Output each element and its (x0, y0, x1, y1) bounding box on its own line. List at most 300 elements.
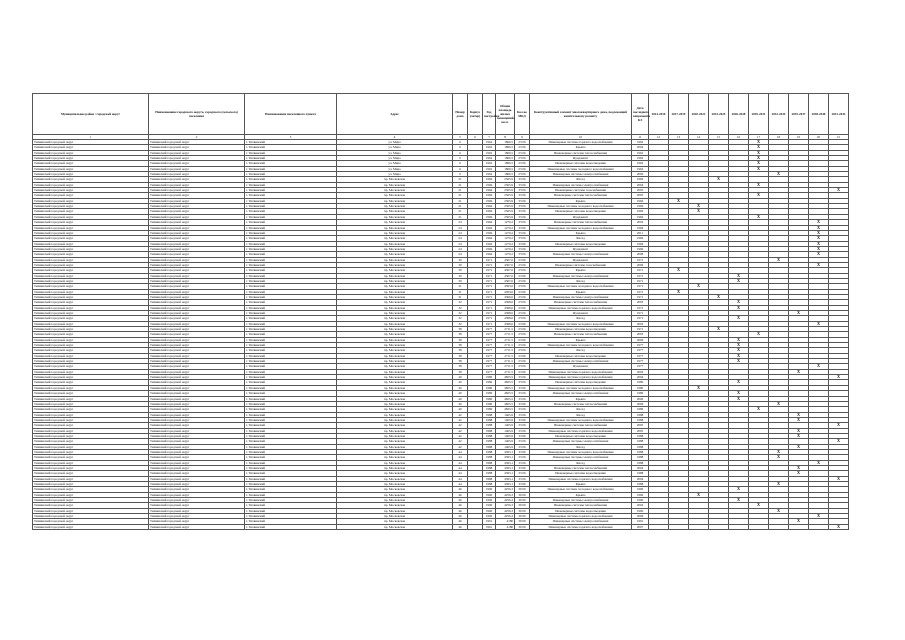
table-cell: г. Тихвинский (245, 359, 337, 364)
table-cell: 1990 (632, 487, 649, 492)
table-cell: 1962 (483, 145, 496, 150)
period-cell: Х (809, 220, 829, 225)
table-cell: Тихвинский городской округ (33, 172, 149, 177)
table-cell: 2004 (632, 182, 649, 187)
table-cell: 33 06 (515, 193, 530, 198)
table-cell: 33 06 (515, 471, 530, 476)
table-cell: пр. Московская (337, 225, 453, 230)
table-cell: 2711,5 (496, 348, 515, 353)
table-cell: 1990 (632, 498, 649, 503)
table-cell: пр. Московская (337, 294, 453, 299)
table-cell: г. Тихвинский (245, 311, 337, 316)
table-cell: 2003 (632, 321, 649, 326)
table-cell: Тихвинский городской округ (33, 273, 149, 278)
table-cell: 1990 (483, 514, 496, 519)
table-cell: 33 06 (515, 220, 530, 225)
table-cell: 30 (453, 273, 468, 278)
table-cell: 23 06 (515, 337, 530, 342)
table-cell: пр. Московская (337, 278, 453, 283)
table-cell: 1988 (632, 433, 649, 438)
column-header: Кол-во МКД (515, 94, 530, 135)
table-cell: ул. Мира (337, 161, 453, 166)
period-cell: Х (689, 492, 709, 497)
table-cell: 2007 (632, 524, 649, 529)
table-cell: 4398,6 (496, 321, 515, 326)
table-cell: 1962 (483, 140, 496, 145)
table-cell: Тихвинский городской округ (33, 289, 149, 294)
table-cell: 4367,6 (496, 257, 515, 262)
table-cell: 46 (453, 514, 468, 519)
table-cell: 1966 (483, 193, 496, 198)
period-cell: Х (669, 289, 689, 294)
table-cell: 2565,9 (496, 209, 515, 214)
table-cell: Тихвинский городской округ (149, 364, 245, 369)
column-header: Наименование населенного пункта (245, 94, 337, 135)
table-cell: Инженерные системы электроснабжения (530, 182, 632, 187)
table-cell: 23 06 (515, 257, 530, 262)
table-cell: пр. Московская (337, 284, 453, 289)
table-cell: 1977 (483, 369, 496, 374)
table-cell: 39 06 (515, 519, 530, 524)
table-cell: 1966 (483, 204, 496, 209)
table-cell: 1990 (632, 508, 649, 513)
table-cell: 4366,6 (496, 294, 515, 299)
table-cell: 24 (453, 225, 468, 230)
table-cell: пр. Московская (337, 455, 453, 460)
table-cell: 1971 (483, 289, 496, 294)
table-cell: Тихвинский городской округ (33, 455, 149, 460)
column-number: 2 (149, 135, 245, 140)
table-cell: пр. Московская (337, 257, 453, 262)
table-cell: 4393,1 (496, 465, 515, 470)
table-cell: 46 (453, 524, 468, 529)
table-cell: г. Тихвинский (245, 204, 337, 209)
table-cell: 32 (453, 300, 468, 305)
table-cell: г. Тихвинский (245, 460, 337, 465)
table-cell: Тихвинский городской округ (33, 380, 149, 385)
table-cell: пр. Московская (337, 188, 453, 193)
table-cell: 4393,1 (496, 449, 515, 454)
table-cell: пр. Московская (337, 300, 453, 305)
table-cell: г. Тихвинский (245, 177, 337, 182)
table-cell: 2009 (632, 337, 649, 342)
table-cell: 2004 (632, 375, 649, 380)
table-cell: пр. Московская (337, 364, 453, 369)
table-cell: 1971 (632, 294, 649, 299)
table-cell: 2003 (632, 332, 649, 337)
table-cell: пр. Московская (337, 230, 453, 235)
table-cell: Тихвинский городской округ (33, 198, 149, 203)
column-header: Корпус (литер) (468, 94, 483, 135)
table-cell: Тихвинский городской округ (149, 476, 245, 481)
table-cell: Крыша (530, 289, 632, 294)
table-cell: Тихвинский городской округ (33, 444, 149, 449)
table-cell: Тихвинский городской округ (149, 204, 245, 209)
table-cell: Инженерные системы электроснабжения (530, 172, 632, 177)
table-cell: пр. Московская (337, 246, 453, 251)
table-cell: Тихвинский городской округ (149, 220, 245, 225)
table-cell: 1988 (632, 455, 649, 460)
table-cell: 1966 (632, 214, 649, 219)
table-cell: Инженерные системы электроснабжения (530, 391, 632, 396)
table-cell: пр. Московская (337, 327, 453, 332)
table-cell: 1966 (483, 252, 496, 257)
table-cell: Инженерные системы холодного водоснабжения (530, 449, 632, 454)
table-cell: Инженерные системы электроснабжения (530, 273, 632, 278)
table-cell: 1270,2 (496, 241, 515, 246)
table-cell: 1990 (483, 503, 496, 508)
table-cell: 23 06 (515, 268, 530, 273)
table-cell: Крыша (530, 268, 632, 273)
table-cell: Инженерные системы водоотведения (530, 353, 632, 358)
table-cell: 4393,1 (496, 455, 515, 460)
table-cell: г. Тихвинский (245, 316, 337, 321)
table-cell: Тихвинский городской округ (33, 332, 149, 337)
table-cell: 33 06 (515, 230, 530, 235)
table-cell: пр. Московская (337, 503, 453, 508)
table-cell: 33 06 (515, 236, 530, 241)
table-cell: 30 (453, 262, 468, 267)
column-header: 2041-2043 (829, 94, 849, 135)
table-cell: ул. Мира (337, 156, 453, 161)
table-cell: г. Тихвинский (245, 294, 337, 299)
table-cell: Тихвинский городской округ (149, 471, 245, 476)
table-cell: 46 (453, 487, 468, 492)
table-cell: Тихвинский городской округ (149, 369, 245, 374)
table-cell: Тихвинский городской округ (149, 407, 245, 412)
table-cell: 1988 (632, 439, 649, 444)
column-header: 2038-2040 (809, 94, 829, 135)
table-cell: Инженерные системы теплоснабжения (530, 332, 632, 337)
column-number: 20 (809, 135, 829, 140)
period-cell: Х (829, 476, 849, 481)
table-cell: 23 06 (515, 311, 530, 316)
table-cell: г. Тихвинский (245, 284, 337, 289)
table-cell: пр. Московская (337, 311, 453, 316)
table-cell: Инженерные системы горячего водоснабжения (530, 140, 632, 145)
table-cell: Тихвинский городской округ (149, 498, 245, 503)
table-cell: Тихвинский городской округ (149, 278, 245, 283)
table-cell: 1988 (632, 482, 649, 487)
table-cell: 33 06 (515, 385, 530, 390)
table-cell: 38 (453, 332, 468, 337)
table-cell: 6 (453, 166, 468, 171)
table-cell: пр. Московская (337, 289, 453, 294)
table-cell: Инженерные системы электроснабжения (530, 294, 632, 299)
table-cell: г. Тихвинский (245, 455, 337, 460)
table-cell: Тихвинский городской округ (149, 156, 245, 161)
table-cell: г. Тихвинский (245, 412, 337, 417)
period-cell: Х (729, 316, 749, 321)
table-cell: Тихвинский городской округ (33, 257, 149, 262)
period-cell: Х (829, 375, 849, 380)
table-cell: 4256,3 (496, 514, 515, 519)
table-cell: пр. Московская (337, 198, 453, 203)
table-cell: Крыша (530, 492, 632, 497)
table-cell: Тихвинский городской округ (149, 428, 245, 433)
table-cell: 1270,2 (496, 236, 515, 241)
table-cell: г. Тихвинский (245, 273, 337, 278)
table-cell: 38 (453, 359, 468, 364)
table-cell: 2711,5 (496, 343, 515, 348)
table-cell: 23 06 (515, 300, 530, 305)
table-cell: Тихвинский городской округ (149, 412, 245, 417)
table-cell: 21 (453, 177, 468, 182)
period-cell: Х (809, 246, 829, 251)
table-cell: 2711,5 (496, 332, 515, 337)
table-cell: 42 (453, 417, 468, 422)
table-cell: 32 (453, 311, 468, 316)
table-cell: 1980 (483, 407, 496, 412)
table-cell: Тихвинский городской округ (149, 401, 245, 406)
column-header: 2026-2028 (729, 94, 749, 135)
table-cell: 1962 (632, 166, 649, 171)
table-cell: Фасад (530, 316, 632, 321)
table-cell: 1990 (483, 498, 496, 503)
table-cell: 1977 (632, 353, 649, 358)
table-body (33, 140, 849, 530)
table-cell: 21 (453, 193, 468, 198)
period-cell: Х (709, 327, 729, 332)
column-number: 9 (515, 135, 530, 140)
table-cell: Тихвинский городской округ (149, 321, 245, 326)
table-cell: 1988 (632, 412, 649, 417)
table-cell: 24 (453, 220, 468, 225)
table-cell: Фундамент (530, 257, 632, 262)
period-cell: Х (769, 482, 789, 487)
table-cell: пр. Московская (337, 487, 453, 492)
table-cell: 46 (453, 492, 468, 497)
table-cell: Тихвинский городской округ (33, 482, 149, 487)
table-cell: 23 06 (515, 161, 530, 166)
table-cell: Тихвинский городской округ (149, 150, 245, 155)
table-cell: 1971 (632, 311, 649, 316)
table-cell: пр. Московская (337, 268, 453, 273)
table-cell: Тихвинский городской округ (33, 476, 149, 481)
table-cell: Инженерные системы холодного водоснабжения (530, 204, 632, 209)
period-cell: Х (789, 369, 809, 374)
table-cell: Тихвинский городской округ (149, 230, 245, 235)
table-cell: Тихвинский городской округ (149, 262, 245, 267)
table-cell: пр. Московская (337, 391, 453, 396)
table-cell: Инженерные системы водоотведения (530, 161, 632, 166)
table-cell: 1980 (632, 407, 649, 412)
table-cell: 1977 (483, 343, 496, 348)
table-cell: Тихвинский городской округ (33, 220, 149, 225)
table-cell: 33 06 (515, 214, 530, 219)
table-cell: 31 (453, 284, 468, 289)
table-cell: 1980 (483, 391, 496, 396)
table-cell: пр. Московская (337, 428, 453, 433)
period-cell: Х (729, 487, 749, 492)
table-cell: 1966 (632, 198, 649, 203)
table-cell: Инженерные системы горячего водоснабжения (530, 305, 632, 310)
table-cell: 1988 (483, 471, 496, 476)
table-cell: г. Тихвинский (245, 278, 337, 283)
table-cell: 33 06 (515, 444, 530, 449)
table-cell: Фундамент (530, 156, 632, 161)
table-cell: Тихвинский городской округ (33, 294, 149, 299)
table-cell: ул. Мира (337, 172, 453, 177)
table-cell: Тихвинский городской округ (149, 225, 245, 230)
period-cell: Х (749, 156, 769, 161)
table-cell: 42 (453, 423, 468, 428)
table-cell: 33 06 (515, 439, 530, 444)
period-cell (749, 524, 769, 529)
table-cell: 33 06 (515, 246, 530, 251)
table-cell: Тихвинский городской округ (149, 252, 245, 257)
table-cell: Тихвинский городской округ (149, 236, 245, 241)
column-header: Дата последнего капремонта КЭ (632, 94, 649, 135)
table-cell: 4825,5 (496, 401, 515, 406)
column-header: 2035-2037 (789, 94, 809, 135)
table-cell: 1966 (483, 246, 496, 251)
period-cell: Х (809, 321, 829, 326)
table-cell: г. Тихвинский (245, 289, 337, 294)
table-cell: 40 (453, 385, 468, 390)
table-cell: г. Тихвинский (245, 246, 337, 251)
table-cell: 4367,6 (496, 273, 515, 278)
period-cell: Х (729, 343, 749, 348)
table-cell: г. Тихвинский (245, 465, 337, 470)
table-cell: Тихвинский городской округ (149, 449, 245, 454)
period-cell: Х (749, 503, 769, 508)
table-cell: Фасад (530, 278, 632, 283)
table-cell: Крыша (530, 198, 632, 203)
table-cell: Инженерные системы холодного водоснабжения (530, 417, 632, 422)
table-cell: 33 06 (515, 423, 530, 428)
table-cell: г. Тихвинский (245, 188, 337, 193)
table-cell: Тихвинский городской округ (33, 343, 149, 348)
table-cell: Тихвинский городской округ (149, 188, 245, 193)
table-cell: 46 (453, 503, 468, 508)
table-cell: 33 06 (515, 391, 530, 396)
table-cell: Тихвинский городской округ (33, 327, 149, 332)
table-cell: 2005 (632, 188, 649, 193)
table-cell: 4367,6 (496, 278, 515, 283)
column-number: 4 (337, 135, 453, 140)
table-cell: 1971 (632, 273, 649, 278)
period-cell: Х (729, 273, 749, 278)
table-cell: г. Тихвинский (245, 396, 337, 401)
table-cell: Фундамент (530, 364, 632, 369)
table-cell: Инженерные системы водоотведения (530, 471, 632, 476)
table-cell: 1971 (632, 278, 649, 283)
table-cell: 1990 (483, 487, 496, 492)
table-cell: 1966 (483, 214, 496, 219)
table-cell: пр. Московская (337, 417, 453, 422)
table-cell: 4180 (496, 519, 515, 524)
table-cell: Инженерные системы газоснабжения (530, 188, 632, 193)
table-cell: 23 06 (515, 172, 530, 177)
table-cell: 4398,6 (496, 300, 515, 305)
column-header: 2014-2016 (649, 94, 669, 135)
period-cell: Х (669, 198, 689, 203)
table-cell: 1988 (483, 412, 496, 417)
table-cell: пр. Московская (337, 241, 453, 246)
table-cell: 1977 (632, 359, 649, 364)
table-cell: Тихвинский городской округ (33, 337, 149, 342)
table-cell: Инженерные системы холодного водоснабжения (530, 166, 632, 171)
table-cell: Фасад (530, 177, 632, 182)
column-number: 12 (649, 135, 669, 140)
table-cell: 2565,9 (496, 198, 515, 203)
table-cell: Тихвинский городской округ (149, 246, 245, 251)
table-cell: 32 (453, 316, 468, 321)
table-cell: 1866,5 (496, 145, 515, 150)
table-cell: 1966 (483, 236, 496, 241)
table-row (33, 524, 849, 529)
table-cell: Тихвинский городской округ (33, 300, 149, 305)
table-cell: г. Тихвинский (245, 156, 337, 161)
table-cell: 2565,9 (496, 182, 515, 187)
period-cell: Х (769, 257, 789, 262)
table-cell: 2005 (632, 428, 649, 433)
table-header (33, 94, 849, 140)
column-header: Номер дома (453, 94, 468, 135)
period-cell: Х (729, 300, 749, 305)
table-cell: 40 (453, 396, 468, 401)
table-cell: Тихвинский городской округ (33, 268, 149, 273)
table-cell: г. Тихвинский (245, 230, 337, 235)
table-cell: 1971 (632, 284, 649, 289)
table-cell: г. Тихвинский (245, 444, 337, 449)
period-cell: Х (789, 444, 809, 449)
table-cell: Тихвинский городской округ (149, 214, 245, 219)
table-cell: 1980 (483, 385, 496, 390)
period-cell (689, 524, 709, 529)
table-cell: г. Тихвинский (245, 321, 337, 326)
table-cell: Тихвинский городской округ (33, 311, 149, 316)
column-number: 3 (245, 135, 337, 140)
table-cell: 4180 (496, 524, 515, 529)
table-cell: 1971 (483, 273, 496, 278)
table-cell: пр. Московская (337, 220, 453, 225)
period-cell: Х (749, 140, 769, 145)
table-cell: Тихвинский городской округ (149, 482, 245, 487)
column-header: Конструктивный элемент многоквартирного дома, подлежащий капитальному ремонту (530, 94, 632, 135)
table-cell: ул. Мира (337, 166, 453, 171)
table-cell: 1977 (483, 337, 496, 342)
table-cell: 23 06 (515, 262, 530, 267)
spreadsheet-page (32, 93, 848, 530)
table-cell: 23 06 (515, 140, 530, 145)
table-cell: пр. Московская (337, 449, 453, 454)
table-cell: 1971 (632, 257, 649, 262)
table-cell: 44 (453, 455, 468, 460)
table-cell: пр. Московская (337, 204, 453, 209)
table-cell: 4367,6 (496, 262, 515, 267)
table-cell: 1962 (632, 161, 649, 166)
table-cell: 32 (453, 321, 468, 326)
table-cell: 23 06 (515, 284, 530, 289)
period-cell: Х (729, 396, 749, 401)
table-cell: Тихвинский городской округ (33, 204, 149, 209)
table-cell: 1866,5 (496, 161, 515, 166)
table-cell: 1990 (483, 492, 496, 497)
table-cell: 1977 (632, 343, 649, 348)
period-cell: Х (749, 407, 769, 412)
table-cell: 1977 (483, 364, 496, 369)
period-cell: Х (729, 353, 749, 358)
table-cell: 1988 (632, 449, 649, 454)
table-cell: пр. Московская (337, 492, 453, 497)
period-cell: Х (809, 460, 829, 465)
table-cell: 23 06 (515, 359, 530, 364)
table-cell: 23 06 (515, 369, 530, 374)
table-cell: Фасад (530, 412, 632, 417)
table-cell: 4825,5 (496, 391, 515, 396)
